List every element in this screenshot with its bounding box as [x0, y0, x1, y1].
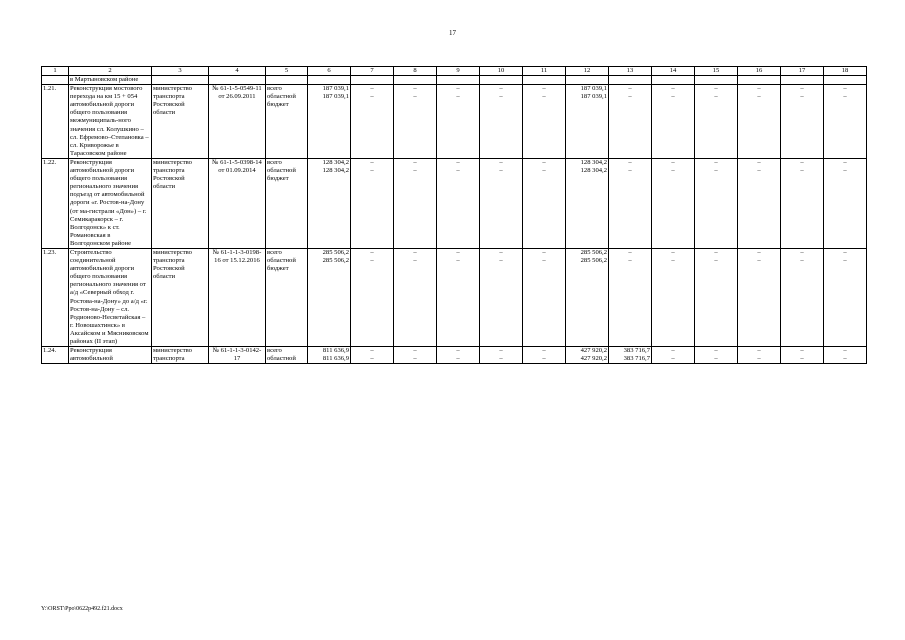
value-budget: – [757, 93, 761, 101]
source-budget: областной бюджет [267, 257, 296, 273]
value-cell [351, 347, 394, 364]
value-cell [566, 85, 609, 159]
value-cell [781, 248, 824, 346]
value-budget: 383 716,7 [623, 355, 650, 363]
value-total: – [843, 158, 847, 166]
value-total: – [370, 248, 374, 256]
value-cell [738, 347, 781, 364]
value-budget: 811 636,9 [322, 355, 349, 363]
cell-num: 1.22. [42, 158, 69, 248]
value-budget: – [671, 167, 675, 175]
value-cell [523, 85, 566, 159]
value-budget: 285 506,2 [322, 257, 349, 265]
value-cell [437, 347, 480, 364]
value-budget: – [499, 355, 503, 363]
table-row [42, 85, 867, 159]
value-budget: – [499, 93, 503, 101]
value-total: – [671, 347, 675, 355]
column-number-cell: 2 [69, 67, 152, 76]
value-cell [738, 158, 781, 248]
value-budget: – [714, 355, 718, 363]
program-table [41, 66, 867, 364]
value-budget: – [499, 257, 503, 265]
source-budget: областной [267, 355, 296, 363]
value-cell [652, 158, 695, 248]
column-number-cell: 13 [609, 67, 652, 76]
cell-name: Реконструкция автомобильной дороги общего пользования регионального значения подъезд от автомобильной дороги «г. Ростов-на-Дону (от ма-гистрали «Дон») – г. Семикаракорск – г. Волгодонск» к ст. Романовская в Волгодонском районе [69, 158, 152, 248]
value-cell [308, 158, 351, 248]
column-number-cell: 4 [209, 67, 266, 76]
value-total: – [456, 158, 460, 166]
value-budget: – [370, 93, 374, 101]
value-total: – [800, 158, 804, 166]
value-budget: – [671, 355, 675, 363]
value-total: 811 636,9 [322, 347, 349, 355]
value-budget: – [757, 257, 761, 265]
value-cell [609, 85, 652, 159]
value-cell [609, 347, 652, 364]
value-cell [566, 347, 609, 364]
value-budget: 187 039,1 [580, 93, 607, 101]
value-total: – [370, 85, 374, 93]
value-budget: – [370, 257, 374, 265]
value-cell [437, 248, 480, 346]
value-cell [652, 347, 695, 364]
value-total: – [499, 85, 503, 93]
value-total: – [671, 158, 675, 166]
value-budget: – [757, 355, 761, 363]
value-cell [738, 248, 781, 346]
value-total: 383 716,7 [623, 347, 650, 355]
column-number-row [42, 67, 867, 76]
value-total: – [628, 158, 632, 166]
value-budget: – [628, 167, 632, 175]
value-total: – [499, 248, 503, 256]
column-number-cell: 14 [652, 67, 695, 76]
value-budget: – [542, 167, 546, 175]
value-cell [480, 248, 523, 346]
value-total: 128 304,2 [322, 158, 349, 166]
cell-name: Реконструкция автомобильной [69, 347, 152, 364]
value-total: – [499, 158, 503, 166]
value-budget: – [542, 355, 546, 363]
value-budget: – [413, 257, 417, 265]
value-cell [437, 85, 480, 159]
value-cell [695, 248, 738, 346]
value-cell [351, 158, 394, 248]
table-row [42, 248, 867, 346]
value-cell [351, 248, 394, 346]
value-budget: – [671, 257, 675, 265]
cell-agency: министерство транспорта Ростовской области [152, 85, 209, 159]
cell-source [266, 347, 308, 364]
value-cell [824, 85, 867, 159]
column-number-cell: 9 [437, 67, 480, 76]
value-cell [781, 85, 824, 159]
value-budget: – [456, 355, 460, 363]
cell-agency: министерство транспорта Ростовской области [152, 248, 209, 346]
value-budget: – [843, 167, 847, 175]
continuation-row [42, 76, 867, 85]
value-budget: – [800, 257, 804, 265]
column-number-cell: 18 [824, 67, 867, 76]
value-total: – [671, 85, 675, 93]
value-budget: 187 039,1 [322, 93, 349, 101]
source-budget: областной бюджет [267, 167, 296, 183]
column-number-cell: 12 [566, 67, 609, 76]
value-cell [480, 347, 523, 364]
value-budget: – [843, 257, 847, 265]
value-cell [652, 85, 695, 159]
source-budget: областной бюджет [267, 93, 296, 109]
value-budget: – [413, 167, 417, 175]
cell-decree: № 61-1-1-3-0198-16 от 15.12.2016 [209, 248, 266, 346]
value-total: – [628, 85, 632, 93]
value-total: – [542, 347, 546, 355]
value-budget: 128 304,2 [580, 167, 607, 175]
value-cell [394, 248, 437, 346]
cell-name: Строительство соединительной автомобильной дороги общего пользования регионального значения от а/д «Северный обход г. Ростова-на-Дону» до а/д «г. Ростов-на-Дону – сл. Родионово-Несветайская – г. Новошахтинск» в Аксайском и Мясниковском районах (II этап) [69, 248, 152, 346]
value-total: – [714, 347, 718, 355]
value-total: – [499, 347, 503, 355]
value-total: – [757, 85, 761, 93]
value-total: – [456, 85, 460, 93]
column-number-cell: 5 [266, 67, 308, 76]
cell-decree: № 61-1-5-0549-11 от 26.09.2011 [209, 85, 266, 159]
value-total: – [671, 248, 675, 256]
cell-agency: министерство транспорта Ростовской области [152, 158, 209, 248]
cell-name: в Мартыновском районе [69, 76, 152, 85]
value-total: – [413, 158, 417, 166]
cell-num: 1.24. [42, 347, 69, 364]
value-cell [738, 85, 781, 159]
value-budget: 285 506,2 [580, 257, 607, 265]
value-cell [781, 158, 824, 248]
value-total: – [757, 347, 761, 355]
value-cell [652, 248, 695, 346]
value-cell [523, 158, 566, 248]
cell-agency: министерство транспорта [152, 347, 209, 364]
value-total: – [714, 248, 718, 256]
value-budget: – [456, 93, 460, 101]
table-body [42, 67, 867, 364]
value-budget: – [671, 93, 675, 101]
value-total: – [843, 85, 847, 93]
value-budget: – [628, 93, 632, 101]
value-budget: – [456, 167, 460, 175]
value-cell [824, 158, 867, 248]
value-budget: – [800, 167, 804, 175]
column-number-cell: 6 [308, 67, 351, 76]
value-total: 187 039,1 [580, 85, 607, 93]
column-number-cell: 8 [394, 67, 437, 76]
value-cell [824, 347, 867, 364]
value-budget: – [714, 93, 718, 101]
value-budget: – [456, 257, 460, 265]
value-total: – [800, 85, 804, 93]
value-total: – [714, 85, 718, 93]
value-total: – [843, 248, 847, 256]
value-budget: – [542, 257, 546, 265]
source-total: всего [267, 248, 282, 256]
file-path-footer: Y:\ORST\Ppo\0622p492.f21.docx [41, 606, 123, 612]
cell-decree: № 61-1-5-0398-14 от 01.09.2014 [209, 158, 266, 248]
value-cell [480, 85, 523, 159]
value-cell [695, 158, 738, 248]
value-budget: – [542, 93, 546, 101]
value-cell [695, 85, 738, 159]
value-budget: – [499, 167, 503, 175]
value-total: – [800, 347, 804, 355]
value-cell [480, 158, 523, 248]
value-budget: – [413, 355, 417, 363]
value-total: – [542, 85, 546, 93]
value-budget: – [370, 355, 374, 363]
value-total: – [757, 248, 761, 256]
cell-num [42, 76, 69, 85]
cell-num: 1.23. [42, 248, 69, 346]
value-cell [351, 85, 394, 159]
value-budget: – [757, 167, 761, 175]
value-budget: – [714, 167, 718, 175]
value-total: – [843, 347, 847, 355]
value-budget: – [628, 257, 632, 265]
value-cell [394, 347, 437, 364]
value-total: 285 506,2 [322, 248, 349, 256]
value-budget: – [843, 355, 847, 363]
cell-source [266, 85, 308, 159]
value-cell [308, 248, 351, 346]
value-total: – [370, 158, 374, 166]
value-budget: – [843, 93, 847, 101]
value-total: – [413, 347, 417, 355]
value-total: – [542, 248, 546, 256]
value-total: – [800, 248, 804, 256]
column-number-cell: 7 [351, 67, 394, 76]
value-cell [695, 347, 738, 364]
value-total: – [714, 158, 718, 166]
cell-num: 1.21. [42, 85, 69, 159]
value-total: – [456, 347, 460, 355]
table-row [42, 158, 867, 248]
value-cell [566, 248, 609, 346]
value-budget: – [413, 93, 417, 101]
value-cell [437, 158, 480, 248]
value-cell [308, 347, 351, 364]
value-budget: – [800, 93, 804, 101]
value-budget: – [370, 167, 374, 175]
value-cell [781, 347, 824, 364]
column-number-cell: 11 [523, 67, 566, 76]
table-row [42, 347, 867, 364]
source-total: всего [267, 347, 282, 355]
value-cell [523, 347, 566, 364]
value-cell [308, 85, 351, 159]
value-total: – [542, 158, 546, 166]
value-total: 187 039,1 [322, 85, 349, 93]
value-cell [566, 158, 609, 248]
column-number-cell: 16 [738, 67, 781, 76]
value-cell [394, 158, 437, 248]
value-total: – [456, 248, 460, 256]
value-budget: 427 920,2 [580, 355, 607, 363]
page-number: 17 [449, 29, 456, 37]
value-cell [824, 248, 867, 346]
cell-source [266, 158, 308, 248]
value-budget: – [714, 257, 718, 265]
column-number-cell: 17 [781, 67, 824, 76]
column-number-cell: 1 [42, 67, 69, 76]
value-cell [523, 248, 566, 346]
cell-name: Реконструкция мостового перехода на км 15 + 054 автомобильной дороги общего пользования межмуниципаль-ного значения сл. Колушкино – сл. Ефремово–Степановка – сл. Криворожье в Тарасовском районе [69, 85, 152, 159]
column-number-cell: 10 [480, 67, 523, 76]
source-total: всего [267, 85, 282, 93]
value-cell [609, 248, 652, 346]
value-total: – [413, 248, 417, 256]
column-number-cell: 3 [152, 67, 209, 76]
source-total: всего [267, 158, 282, 166]
value-total: 427 920,2 [580, 347, 607, 355]
value-total: 285 506,2 [580, 248, 607, 256]
value-cell [394, 85, 437, 159]
value-cell [609, 158, 652, 248]
value-total: 128 304,2 [580, 158, 607, 166]
value-budget: 128 304,2 [322, 167, 349, 175]
value-total: – [413, 85, 417, 93]
value-total: – [628, 248, 632, 256]
value-total: – [757, 158, 761, 166]
cell-source [266, 248, 308, 346]
column-number-cell: 15 [695, 67, 738, 76]
value-total: – [370, 347, 374, 355]
cell-decree: № 61-1-1-3-0142-17 [209, 347, 266, 364]
value-budget: – [800, 355, 804, 363]
